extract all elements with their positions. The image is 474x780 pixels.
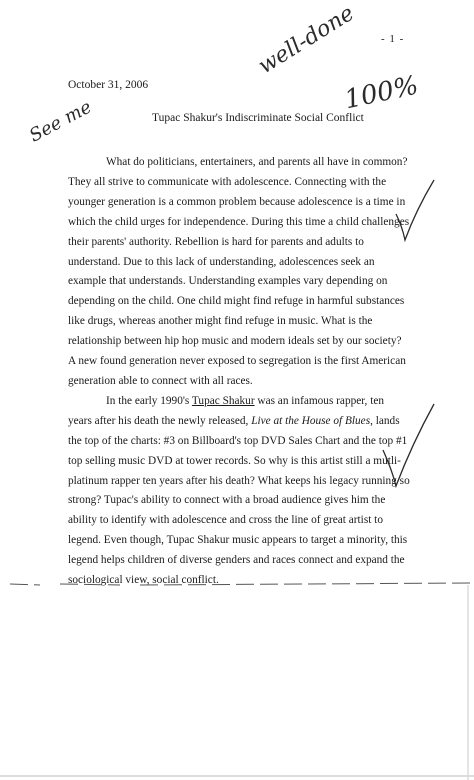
handwritten-comment: well-done: [254, 0, 359, 80]
paragraph-2-mid: was an infamous rapper, ten years after his death the newly released,: [68, 394, 385, 427]
check-mark-2: [383, 404, 434, 486]
paragraph-1: What do politicians, entertainers, and parents all have in common? They all strive to communicate with adolescence. Connecting with the younger generation is a common problem because adolescence is a time in which the child urges for independence. During this time a child challenges their parents' authority. Rebellion is hard for parents and adults to understand. Due to this lack of understanding, adolescences seek an example that understands. Understanding examples vary depending on depending on the child. One child might find refuge in harmful substances like drugs, whereas another might find refuge in music. What is the relationship between hip hop music and modern ideals set by our society? A new found generation never exposed to segregation is the first American generation able to connect with all races.: [68, 156, 410, 387]
document-date: October 31, 2006: [68, 79, 149, 91]
document-title: Tupac Shakur's Indiscriminate Social Conflict: [152, 112, 364, 124]
handwritten-score: 100%: [342, 70, 421, 116]
paragraph-2-rest: , lands the top of the charts: #3 on Billboard's top DVD Sales Chart and the top #1 top selling music DVD at tower records. So why is this artist still a mutli-platinum rapper ten years after his death? What keeps his legacy running so strong? Tupac's ability to connect with a broad audience gives him the ability to identify with adolescence and cross the line of great artist to legend. Even though, Tupac Shakur music appears to target a minority, this legend helps children of diverse genders and races connect and expand the sociological view, social conflict.: [68, 414, 410, 587]
page-number: - 1 -: [381, 33, 405, 45]
italic-title: Live at the House of Blues: [251, 414, 371, 427]
underlined-name: Tupac Shakur: [191, 394, 255, 407]
handwritten-note: See me: [26, 96, 96, 147]
check-mark-1: [396, 180, 434, 240]
scan-divider: [10, 583, 470, 585]
paragraph-2-lead: In the early 1990's: [106, 394, 192, 407]
